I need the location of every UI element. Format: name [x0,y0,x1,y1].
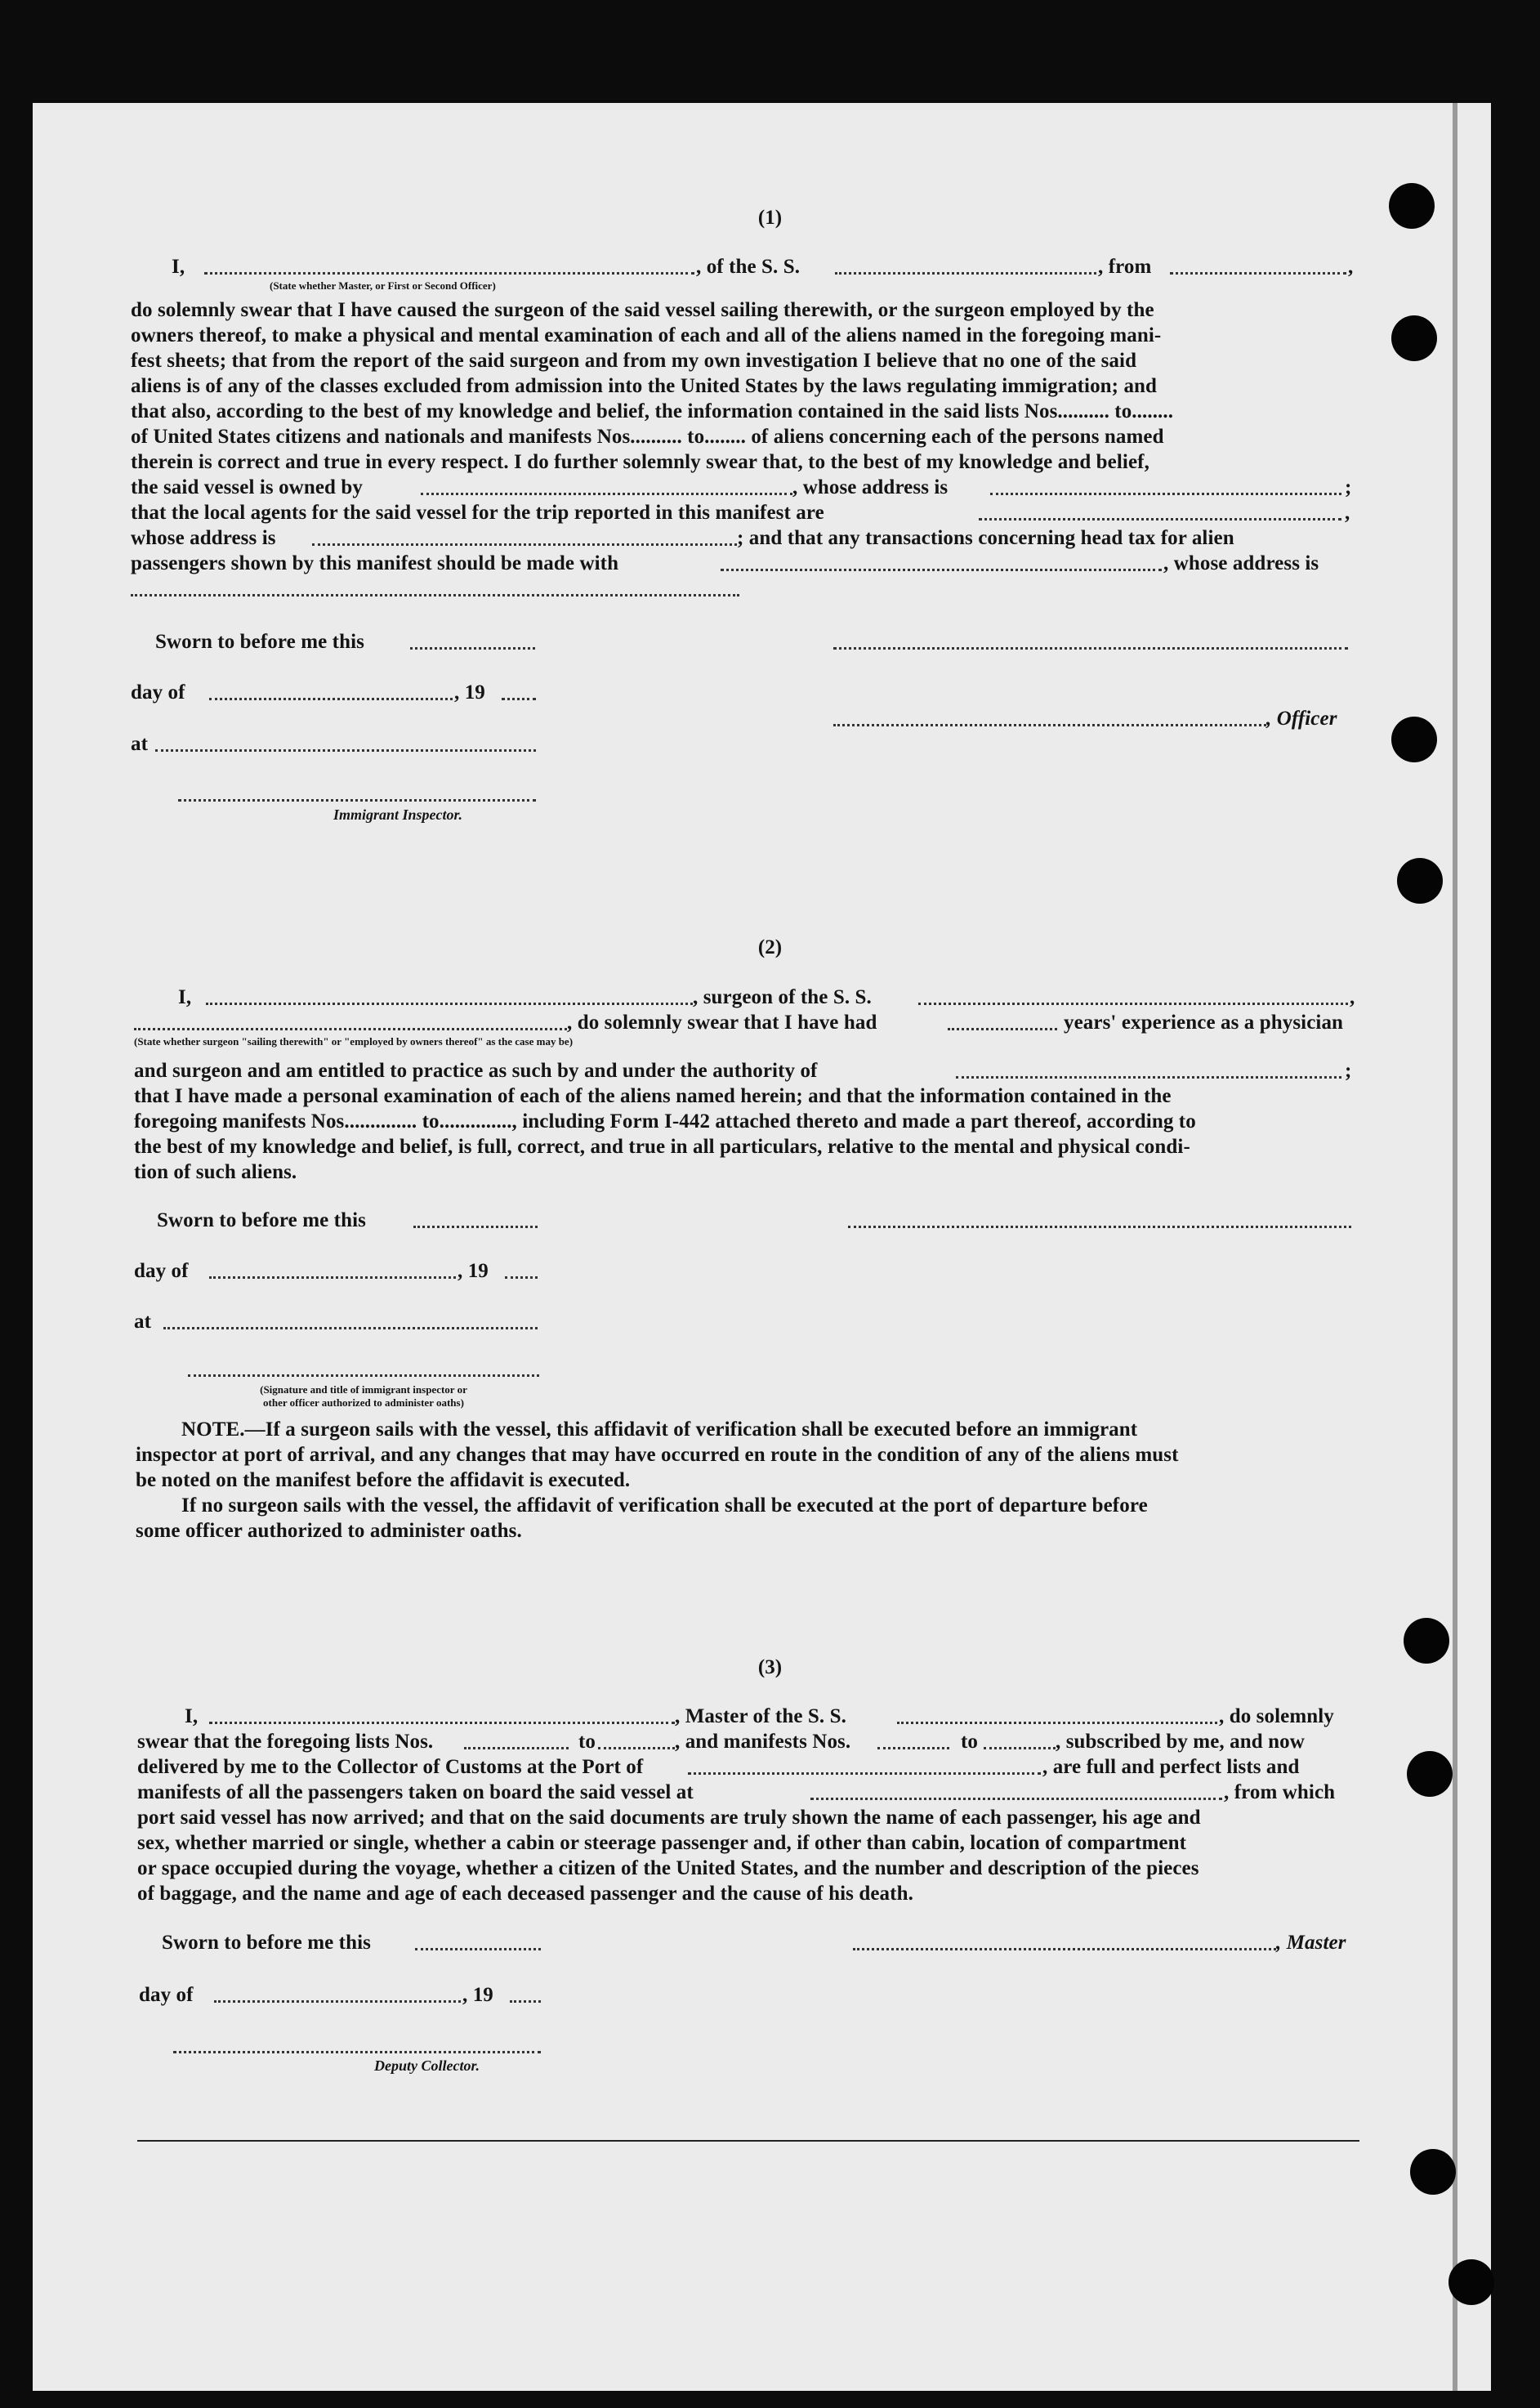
year-label: , 19 [462,1984,493,2006]
blank-line[interactable] [979,518,1341,520]
solemnly-text: , do solemnly [1219,1705,1334,1727]
surgeon-signature-line[interactable] [848,1226,1351,1228]
oath-text-line: do solemnly swear that I have caused the surgeon of the said vessel sailing therewith, or the surgeon employed by the [131,299,1154,321]
day-of-label: day of [139,1984,194,2006]
blank-line[interactable] [1170,272,1346,275]
semicolon: ; [1345,476,1352,498]
oath-text-line: or space occupied during the voyage, whether a citizen of the United States, and the number and description of the pieces [137,1857,1199,1879]
blank-line[interactable] [505,1276,538,1279]
signature-note: other officer authorized to administer oaths) [263,1396,464,1409]
blank-line[interactable] [155,749,536,752]
section-number: (3) [757,1656,783,1678]
owner-address-label: , whose address is [792,476,949,498]
sworn-label: Sworn to before me this [155,631,364,653]
blank-line[interactable] [206,1003,693,1005]
oath-text-line: port said vessel has now arrived; and that on the said documents are truly shown the name of each passenger, his age and [137,1807,1201,1829]
manifests-label: , and manifests Nos. [675,1731,851,1753]
inspector-label: Immigrant Inspector. [333,806,463,823]
oath-ss-label: , of the S. S. [696,256,801,278]
comma: , [1348,256,1354,278]
officer-text: , Officer [1266,708,1337,730]
head-tax-text: ; and that any transactions concerning head tax for alien [737,527,1234,549]
master-ss-label: , Master of the S. S. [675,1705,846,1727]
note-line: inspector at port of arrival, and any changes that may have occurred en route in the condition of any of the aliens must [136,1444,1179,1466]
blank-line[interactable] [877,1747,949,1749]
oath-text-line: of United States citizens and nationals and manifests Nos.......... to........ of aliens concerning each of the persons named [131,426,1164,448]
master-text: , Master [1276,1932,1346,1954]
blank-line[interactable] [410,647,535,650]
officer-line[interactable] [833,724,1266,726]
field-note: (State whether surgeon "sailing therewith" or "employed by owners thereof" as the case may be) [134,1035,574,1048]
swear-text: , do solemnly swear that I have had [567,1012,877,1034]
signature-note: (Signature and title of immigrant inspector or [260,1383,467,1396]
blank-line[interactable] [209,1276,456,1279]
blank-line[interactable] [510,2000,541,2003]
to-label: to [961,1731,979,1753]
oath-i: I, [172,256,185,278]
officer-label [1266,708,1337,730]
at-label: at [131,733,149,755]
oath-i: I, [185,1705,199,1727]
blank-line[interactable] [956,1076,1341,1079]
day-of-label: day of [131,681,185,704]
subscribed-text: , subscribed by me, and now [1056,1731,1305,1753]
boarded-label: manifests of all the passengers taken on board the said vessel at [137,1781,694,1803]
blank-line[interactable] [948,1028,1057,1030]
agents-address-label: whose address is [131,527,276,549]
field-note: (State whether Master, or First or Second Officer) [270,279,496,292]
oath-text-line: foregoing manifests Nos.............. to.............., including Form I-442 attached thereto and made a part thereof, according to [134,1110,1196,1133]
blank-line[interactable] [984,1747,1056,1749]
blank-line[interactable] [688,1772,1041,1775]
blank-line[interactable] [134,1028,567,1030]
oath-text-line: owners thereof, to make a physical and mental examination of each and all of the aliens named in the foregoing mani- [131,324,1162,346]
blank-line[interactable] [209,698,453,700]
blank-line[interactable] [415,1948,541,1950]
blank-line[interactable] [721,569,1162,571]
blank-line[interactable] [204,272,694,275]
punch-hole [1448,2259,1494,2305]
punch-hole [1407,1751,1453,1797]
to-label: to [578,1731,596,1753]
experience-text: years' experience as a physician [1064,1012,1344,1034]
blank-line[interactable] [464,1747,569,1749]
blank-line[interactable] [918,1003,1348,1005]
blank-line[interactable] [131,594,739,596]
blank-line[interactable] [897,1722,1217,1724]
oath-text-line: sex, whether married or single, whether a cabin or steerage passenger and, if other than cabin, location of compartment [137,1832,1187,1854]
head-tax-address-label: , whose address is [1163,552,1319,574]
blank-line[interactable] [835,272,1096,275]
blank-line[interactable] [163,1327,538,1329]
deputy-signature-line[interactable] [173,2051,541,2053]
at-label: at [134,1311,152,1333]
day-of-label: day of [134,1260,189,1282]
blank-line[interactable] [413,1226,538,1228]
year-label: , 19 [458,1260,489,1282]
from-which-text: , from which [1224,1781,1336,1803]
blank-line[interactable] [312,543,737,546]
blank-line[interactable] [810,1798,1222,1800]
oath-text-line: aliens is of any of the classes excluded from admission into the United States by the laws regulating immigration; and [131,375,1158,397]
inspector-signature-line[interactable] [178,799,536,802]
oath-text-line: that I have made a personal examination of each of the aliens named herein; and that the information contained in the [134,1085,1172,1107]
comma: , [1345,502,1350,524]
section-number: (1) [757,207,783,229]
agents-label: that the local agents for the said vessel for the trip reported in this manifest are [131,502,824,524]
oath-from-label: , from [1098,256,1152,278]
sworn-label: Sworn to before me this [162,1932,371,1954]
comma: , [1350,986,1355,1008]
oath-text-line: that also, according to the best of my knowledge and belief, the information contained in the said lists Nos.......... to........ [131,400,1174,422]
oath-text-line: tion of such aliens. [134,1161,297,1183]
punch-hole [1391,717,1437,762]
master-signature-line[interactable] [853,1948,1276,1950]
oath-text-line: the best of my knowledge and belief, is full, correct, and true in all particulars, relative to the mental and physical condi- [134,1136,1190,1158]
note-line: If no surgeon sails with the vessel, the affidavit of verification shall be executed at the port of departure before [181,1494,1148,1517]
section-number: (2) [757,936,783,958]
port-label: delivered by me to the Collector of Customs at the Port of [137,1756,644,1778]
head-tax-label: passengers shown by this manifest should be made with [131,552,619,574]
punch-hole [1397,858,1443,904]
bottom-rule [137,2140,1359,2142]
oath-i: I, [178,986,192,1008]
oath-text-line: of baggage, and the name and age of each deceased passenger and the cause of his death. [137,1883,913,1905]
note-line: some officer authorized to administer oaths. [136,1520,522,1542]
blank-line[interactable] [209,1722,675,1724]
note-line: NOTE.—If a surgeon sails with the vessel, this affidavit of verification shall be executed before an immigrant [181,1418,1138,1441]
perfect-lists-text: , are full and perfect lists and [1042,1756,1300,1778]
note-line: be noted on the manifest before the affidavit is executed. [136,1469,631,1491]
blank-line[interactable] [502,698,536,700]
punch-hole [1410,2149,1456,2195]
sworn-label: Sworn to before me this [157,1209,366,1231]
year-label: , 19 [454,681,485,704]
authority-label: and surgeon and am entitled to practice as such by and under the authority of [134,1060,818,1082]
blank-line[interactable] [990,493,1341,495]
officer-signature-line[interactable] [833,647,1348,650]
master-label [1276,1932,1346,1955]
punch-hole [1391,315,1437,361]
inspector-signature-line[interactable] [188,1374,539,1377]
blank-line[interactable] [214,2000,461,2003]
lists-label: swear that the foregoing lists Nos. [137,1731,434,1753]
semicolon: ; [1345,1060,1352,1082]
blank-line[interactable] [598,1747,675,1749]
blank-line[interactable] [421,493,792,495]
oath-text-line: fest sheets; that from the report of the said surgeon and from my own investigation I believe that no one of the said [131,350,1137,372]
page-edge [1453,103,1457,2391]
deputy-label: Deputy Collector. [374,2057,480,2074]
owned-by-label: the said vessel is owned by [131,476,363,498]
oath-text-line: therein is correct and true in every respect. I do further solemnly swear that, to the best of my knowledge and belief, [131,451,1149,473]
surgeon-ss-label: , surgeon of the S. S. [693,986,872,1008]
